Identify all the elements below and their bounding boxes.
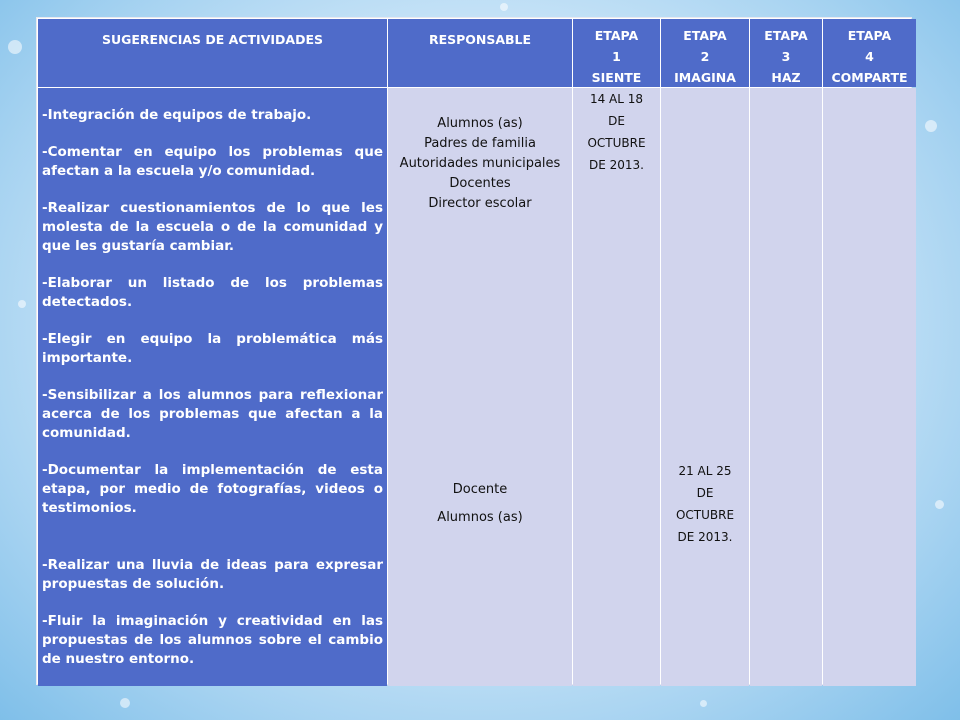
responsable-item: Padres de familia (424, 136, 536, 151)
responsables-group-1 (388, 114, 572, 214)
responsable-cell (388, 88, 572, 686)
activity-item: -Elaborar un listado de los problemas detectados. (42, 275, 383, 310)
header-etapa-1-number: 1 (612, 49, 621, 64)
responsable-item: Alumnos (as) (437, 116, 523, 131)
header-etapa-3-number: 3 (781, 49, 791, 64)
activity-item: -Sensibilizar a los alumnos para reflexionar acerca de los problemas que afectan a la comunidad. (42, 387, 383, 441)
activities-table (36, 17, 912, 685)
header-etapa-2-label: ETAPA (683, 28, 727, 43)
etapa-2-dates (661, 460, 749, 548)
header-responsable-text: RESPONSABLE (428, 32, 532, 47)
responsable-item: Alumnos (as) (437, 510, 523, 525)
responsable-item: Docentes (449, 176, 511, 191)
header-etapa-4-name: COMPARTE (831, 70, 908, 85)
activity-item: -Comentar en equipo los problemas que afectan a la escuela y/o comunidad. (42, 144, 383, 179)
header-etapa-3-name: HAZ (771, 70, 801, 85)
etapa-3-cell (750, 88, 822, 686)
etapa-4-cell (823, 88, 916, 686)
header-etapa-4 (823, 19, 916, 87)
activity-item: -Integración de equipos de trabajo. (42, 107, 312, 123)
responsable-item: Docente (452, 482, 508, 497)
header-etapa-4-label: ETAPA (847, 28, 892, 43)
date-line: OCTUBRE (675, 508, 735, 522)
date-line: OCTUBRE (587, 136, 646, 150)
date-line: 21 AL 25 (678, 464, 732, 478)
date-line: DE (696, 486, 714, 500)
header-actividades (38, 19, 387, 87)
header-etapa-1 (573, 19, 660, 87)
activity-item: -Realizar cuestionamientos de lo que les molesta de la escuela o de la comunidad y que les gustaría cambiar. (42, 200, 383, 254)
header-etapa-3 (750, 19, 822, 87)
header-etapa-2 (661, 19, 749, 87)
header-etapa-1-label: ETAPA (594, 28, 639, 43)
responsables-group-2 (388, 476, 572, 532)
activity-item: -Documentar la implementación de esta etapa, por medio de fotografías, videos o testimonios. (42, 462, 383, 516)
activities-cell (38, 88, 387, 686)
header-responsable (388, 19, 572, 87)
header-etapa-2-name: IMAGINA (674, 70, 736, 85)
etapa-1-cell (573, 88, 660, 686)
date-line: DE 2013. (589, 158, 644, 172)
etapa-1-dates (573, 88, 660, 176)
header-etapa-4-number: 4 (865, 49, 874, 64)
header-etapa-1-name: SIENTE (591, 70, 642, 85)
header-actividades-text: SUGERENCIAS DE ACTIVIDADES (101, 32, 323, 47)
responsable-item: Autoridades municipales (399, 156, 561, 171)
date-line: DE 2013. (677, 530, 733, 544)
activity-item: -Elegir en equipo la problemática más importante. (42, 331, 383, 366)
date-line: 14 AL 18 (589, 92, 644, 106)
responsable-item: Director escolar (428, 196, 532, 211)
activity-item: -Fluir la imaginación y creatividad en las propuestas de los alumnos sobre el cambio de nuestro entorno. (42, 613, 383, 667)
header-etapa-3-label: ETAPA (764, 28, 808, 43)
etapa-2-cell (661, 88, 749, 686)
activity-item: -Realizar una lluvia de ideas para expresar propuestas de solución. (42, 557, 383, 592)
date-line: DE (608, 114, 625, 128)
header-etapa-2-number: 2 (700, 49, 710, 64)
